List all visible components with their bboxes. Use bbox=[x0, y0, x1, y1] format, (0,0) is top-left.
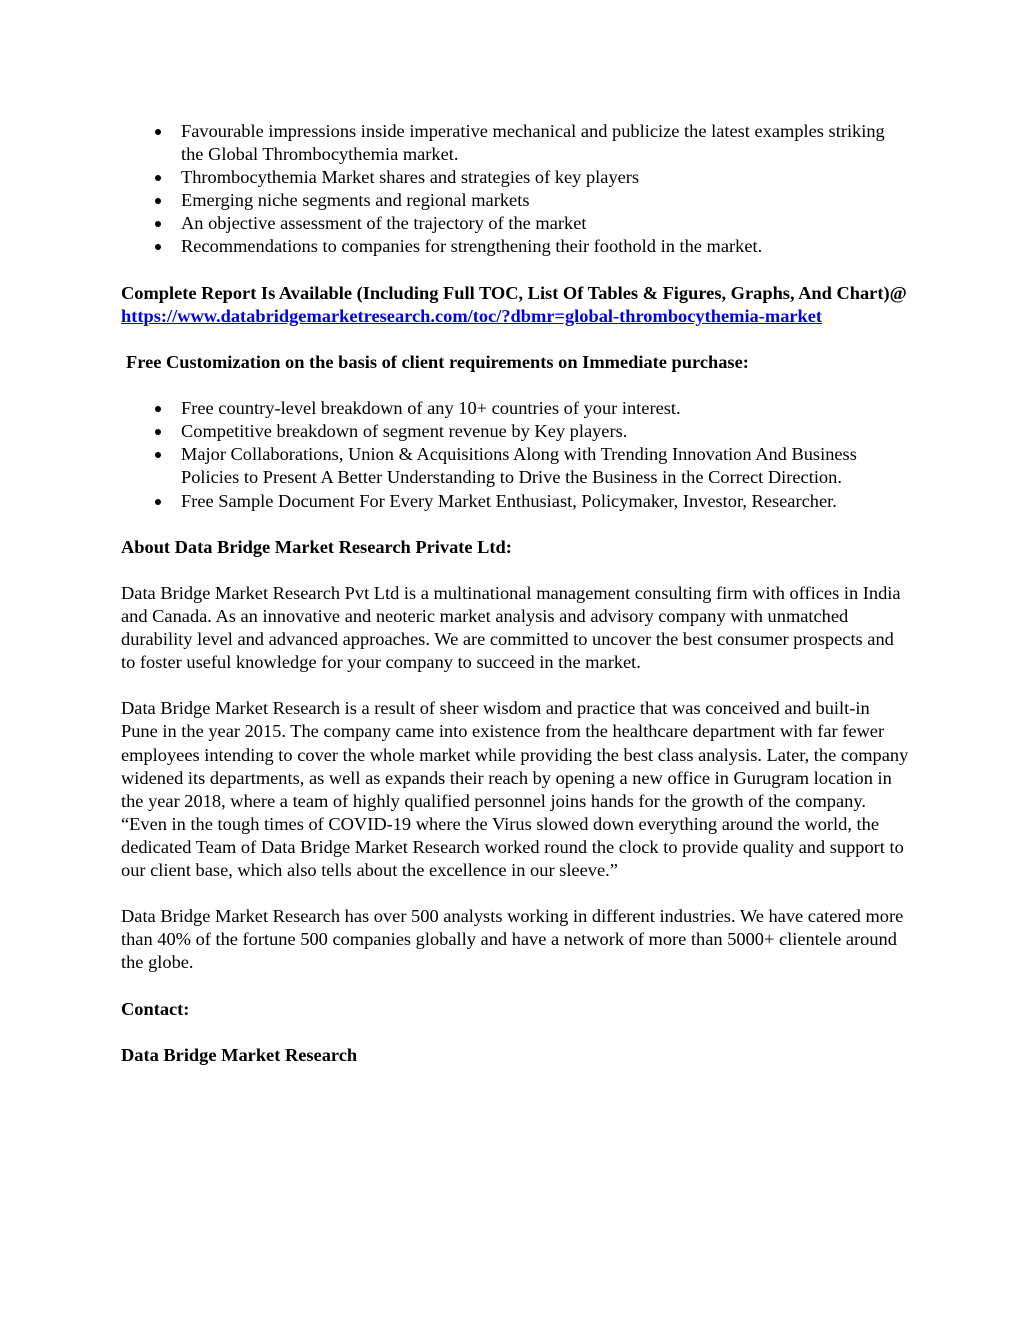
about-paragraph-2: Data Bridge Market Research is a result of sheer wisdom and practice that was conceived and built-in Pune in the year 2015. The company came into existence from the healthcare department with far fewer employees intending to cover the whole market while providing the best class analysis. Later, the company widened its departments, as well as expands their reach by opening a new office in Gurugram location in the year 2018, where a team of highly qualified personnel joins hands for the growth of the company. “Even in the tough times of COVID-19 where the Virus slowed down everything around the world, the dedicated Team of Data Bridge Market Research worked round the clock to provide quality and support to our client base, which also tells about the excellence in our sleeve.” bbox=[121, 698, 909, 880]
highlights-list bbox=[121, 120, 911, 259]
customization-heading: Free Customization on the basis of client requirements on Immediate purchase: bbox=[126, 351, 749, 372]
report-toc-link[interactable]: https://www.databridgemarketresearch.com/toc/?dbmr=global-thrombocythemia-market bbox=[121, 305, 823, 326]
list-item-text: Emerging niche segments and regional markets bbox=[181, 190, 530, 211]
list-item bbox=[121, 212, 911, 235]
report-label: Complete Report Is Available (Including Full TOC, List Of Tables & Figures, Graphs, And Chart)@ bbox=[121, 282, 907, 303]
list-item-text: Favourable impressions inside imperative mechanical and publicize the latest examples striking the Global Thrombocythemia market. bbox=[181, 121, 885, 165]
list-item bbox=[121, 420, 911, 443]
about-paragraph-3: Data Bridge Market Research has over 500 analysts working in different industries. We have catered more than 40% of the fortune 500 companies globally and have a network of more than 5000+ clientele around the globe. bbox=[121, 906, 904, 973]
list-item-text: Thrombocythemia Market shares and strategies of key players bbox=[181, 167, 640, 188]
bullet-icon bbox=[155, 198, 161, 204]
customization-list bbox=[121, 397, 911, 512]
bullet-icon bbox=[155, 429, 161, 435]
bullet-icon bbox=[155, 175, 161, 181]
list-item-text: Free Sample Document For Every Market Enthusiast, Policymaker, Investor, Researcher. bbox=[181, 490, 837, 511]
bullet-icon bbox=[155, 221, 161, 227]
bullet-icon bbox=[155, 129, 161, 135]
list-item bbox=[121, 235, 911, 258]
contact-company: Data Bridge Market Research bbox=[121, 1044, 358, 1065]
bullet-icon bbox=[155, 499, 161, 505]
list-item bbox=[121, 443, 911, 489]
list-item-text: An objective assessment of the trajectory of the market bbox=[181, 213, 587, 234]
list-item bbox=[121, 189, 911, 212]
list-item bbox=[121, 397, 911, 420]
bullet-icon bbox=[155, 452, 161, 458]
list-item-text: Competitive breakdown of segment revenue by Key players. bbox=[181, 421, 628, 442]
document-page bbox=[121, 120, 911, 1067]
list-item bbox=[121, 166, 911, 189]
about-heading: About Data Bridge Market Research Private Ltd: bbox=[121, 536, 512, 557]
list-item bbox=[121, 120, 911, 166]
list-item-text: Recommendations to companies for strengthening their foothold in the market. bbox=[181, 236, 763, 257]
contact-heading: Contact: bbox=[121, 998, 190, 1019]
bullet-icon bbox=[155, 406, 161, 412]
bullet-icon bbox=[155, 244, 161, 250]
report-availability bbox=[121, 282, 911, 328]
list-item-text: Major Collaborations, Union & Acquisitions Along with Trending Innovation And Business Policies to Present A Better Understanding to Drive the Business in the Correct Direction. bbox=[181, 444, 857, 488]
about-paragraph-1: Data Bridge Market Research Pvt Ltd is a multinational management consulting firm with offices in India and Canada. As an innovative and neoteric market analysis and advisory company with unmatched durability level and advanced approaches. We are committed to uncover the best consumer prospects and to foster useful knowledge for your company to succeed in the market. bbox=[121, 582, 901, 673]
list-item-text: Free country-level breakdown of any 10+ countries of your interest. bbox=[181, 398, 681, 419]
list-item bbox=[121, 490, 911, 513]
